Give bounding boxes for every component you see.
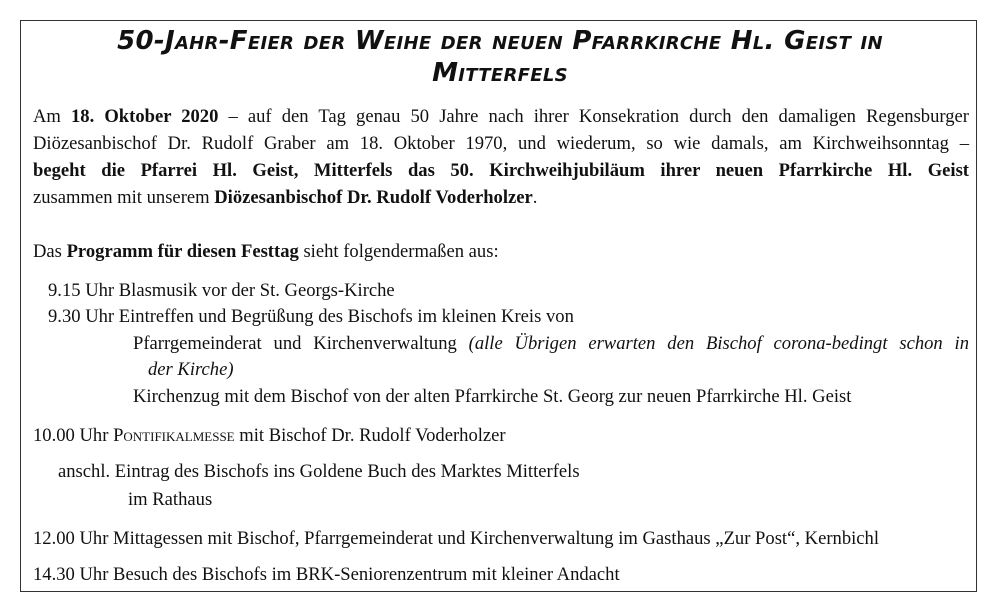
schedule-item-procession: Kirchenzug mit dem Bischof von der alten Pfarrkirche St. Georg zur neuen Pfarrkirche Hl. Geist (133, 386, 852, 407)
schedule-item-1200: 12.00 Uhr Mittagessen mit Bischof, Pfarrgemeinderat und Kirchenverwaltung im Gasthaus „Zur Post“, Kernbichl (33, 528, 879, 549)
program-intro (33, 240, 499, 264)
schedule-item-0915: 9.15 Uhr Blasmusik vor der St. Georgs-Kirche (48, 280, 395, 301)
intro-bold-line: begeht die Pfarrei Hl. Geist, Mitterfels das 50. Kirchweihjubiläum ihrer neuen Pfarrkirche Hl. Geist (33, 160, 969, 181)
program-bold: Programm für diesen Festtag (66, 241, 299, 262)
schedule-item-0930-cont (133, 332, 969, 356)
schedule-text: mit Bischof Dr. Rudolf Voderholzer (234, 425, 506, 446)
schedule-text: 10.00 Uhr (33, 425, 114, 446)
program-text: Das (33, 241, 67, 262)
intro-line-3 (33, 159, 969, 183)
intro-text: Am (33, 106, 71, 127)
schedule-mass: Pontifikalmesse (113, 425, 235, 446)
schedule-note: (alle Übrigen erwarten den Bischof corona-bedingt schon in (468, 333, 969, 354)
schedule-item-1430: 14.30 Uhr Besuch des Bischofs im BRK-Seniorenzentrum mit kleiner Andacht (33, 564, 620, 585)
intro-bishop: Diözesanbischof Dr. Rudolf Voderholzer (214, 187, 533, 208)
schedule-item-0930-note-end (148, 358, 234, 382)
schedule-item-1000 (33, 424, 506, 448)
title-line-1: 50-Jahr-Feier der Weihe der neuen Pfarrkirche Hl. Geist in (117, 26, 883, 56)
title-line-2: Mitterfels (432, 58, 568, 88)
intro-text: zusammen mit unserem (33, 187, 215, 208)
schedule-item-golden-book: anschl. Eintrag des Bischofs ins Goldene Buch des Marktes Mitterfels (58, 461, 580, 482)
intro-line-2: Diözesanbischof Dr. Rudolf Graber am 18. Oktober 1970, und wiederum, so wie damals, am Kirchweihsonntag – (33, 133, 969, 154)
intro-text: – auf den Tag genau 50 Jahre nach ihrer Konsekration durch den damaligen Regensburger (218, 106, 969, 127)
intro-date: 18. Oktober 2020 (70, 106, 219, 127)
intro-line-4 (33, 186, 537, 210)
schedule-text: Pfarrgemeinderat und Kirchenverwaltung (133, 333, 469, 354)
intro-text: . (532, 187, 538, 208)
program-text: sieht folgendermaßen aus: (298, 241, 499, 262)
schedule-item-golden-book-place: im Rathaus (128, 489, 213, 510)
schedule-item-0930: 9.30 Uhr Eintreffen und Begrüßung des Bischofs im kleinen Kreis von (48, 306, 574, 327)
intro-line-1 (33, 105, 969, 129)
schedule-note: der Kirche) (148, 359, 234, 380)
